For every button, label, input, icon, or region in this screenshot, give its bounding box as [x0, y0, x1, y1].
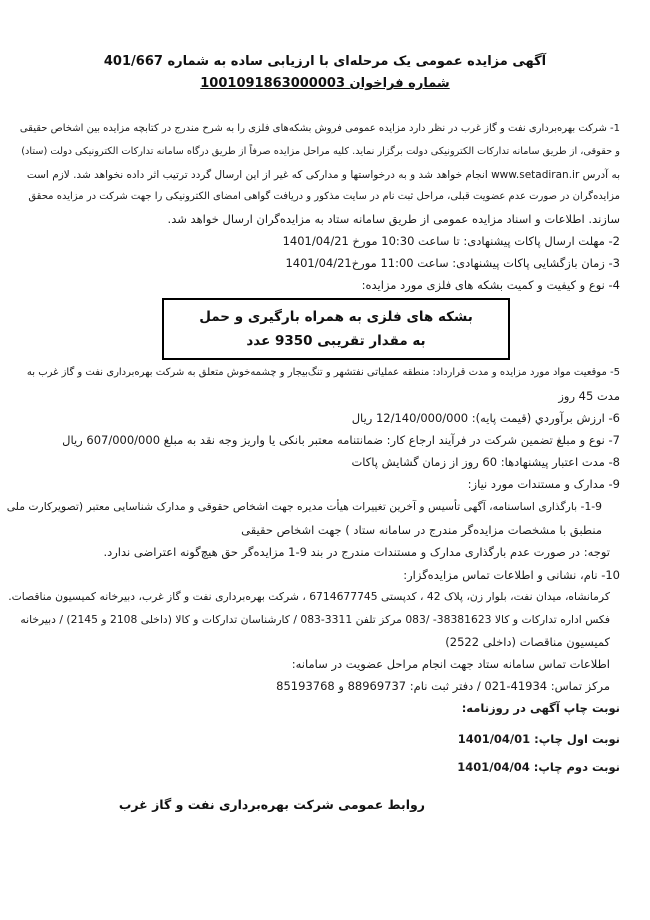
first-print-date: نوبت اول چاپ: 1401/04/01 [457, 732, 620, 746]
box-line-1: بشکه های فلزی به همراه بارگیری و حمل [199, 309, 473, 325]
item-9-1-line-1: 1-9- بارگذاری اساسنامه، آگهی تأسیس و آخرین تغییرات هیأت مدیره جهت اشخاص حقوقی و مدارک شناسایی معتبر (تصویرکارت ملی [6, 500, 602, 513]
second-print-date: نوبت دوم چاپ: 1401/04/04 [457, 760, 620, 774]
setad-contact-label: اطلاعات تماس سامانه ستاد جهت انجام مراحل عضویت در سامانه: [291, 657, 610, 671]
item-4-type-quality: 4- نوع و کیفیت و کمیت بشکه های فلزی مورد مزایده: [361, 278, 620, 292]
note: توجه: در صورت عدم بارگذاری مدارک و مستندات مندرج در بند 9-1 مزایده‌گر حق هیچ‌گونه اعتراضی ندارد. [103, 545, 610, 559]
address-line-1: کرمانشاه، میدان نفت، بلوار زن، پلاک 42 ، کدپستی 6714677745 ، شرکت بهره‌برداری نفت و گاز غرب، دبیرخانه کمیسیون مناقصات. [8, 590, 610, 603]
item-10-contact: 10- نام، نشانی و اطلاعات تماس مزایده‌گزار: [403, 568, 620, 582]
item-description-box [162, 298, 510, 360]
paragraph-1-line-2: و حقوقی، از طریق سامانه تدارکات الکترونیکی دولت برگزار نماید. کلیه مراحل مزایده صرفاً از طریق درگاه سامانه تدارکات الکترونیکی دولت (ستاد) [21, 146, 620, 157]
paragraph-1-line-5: سازند. اطلاعات و اسناد مزایده عمومی از طریق سامانه ستاد به مزایده‌گران ارسال خواهد شد. [167, 212, 620, 226]
item-2-submission-deadline: 2- مهلت ارسال پاکات پیشنهادی: تا ساعت 10:30 مورخ 1401/04/21 [282, 234, 620, 248]
item-9-1-line-2: منطبق با مشخصات مزایده‌گر مندرج در سامانه ستاد ) جهت اشخاص حقیقی [241, 523, 602, 537]
box-line-2: به مقدار تقریبی 9350 عدد [246, 333, 426, 349]
item-6-base-price: 6- ارزش برآوردي (قیمت پایه): 12/140/000/000 ریال [351, 411, 620, 425]
call-number: شماره فراخوان 1001091863000003 [200, 76, 450, 91]
setad-contact-numbers: مرکز تماس: 41934-021 / دفتر ثبت نام: 88969737 و 85193768 [276, 679, 610, 693]
paragraph-1-line-4: مزایده‌گران در صورت عدم عضویت قبلی، مراحل ثبت نام در سایت مذکور و دریافت گواهی امضای الکترونیکی را جهت شرکت در مزایده محقق [28, 191, 620, 202]
notice-title: آگهی مزایده عمومی یک مرحله‌ای با ارزیابی ساده به شماره 401/667 [103, 54, 547, 69]
print-schedule-heading: نوبت چاپ آگهی در روزنامه: [461, 701, 620, 715]
item-9-documents: 9- مدارک و مستندات مورد نیاز: [467, 477, 620, 491]
item-5-line-1: 5- موقعیت مواد مورد مزایده و مدت قرارداد: منطقه عملیاتی نفتشهر و تنگ‌بیجار و چشمه‌خوش متعلق به شرکت بهره‌برداری نفت و گاز غرب به [26, 367, 620, 378]
address-line-3: کمیسیون مناقصات (داخلی 2522) [445, 635, 610, 649]
footer-signature: روابط عمومی شرکت بهره‌برداری نفت و گاز غرب [118, 797, 425, 812]
paragraph-1-line-1: 1- شرکت بهره‌برداری نفت و گاز غرب در نظر دارد مزایده عمومی فروش بشکه‌های فلزی را به شرح مندرج در کتابچه مزایده بین اشخاص حقیقی [19, 123, 620, 134]
item-3-opening-time: 3- زمان بازگشایی پاکات پیشنهادی: ساعت 11:00 مورخ1401/04/21 [285, 256, 620, 270]
address-line-2: فکس اداره تدارکات و کالا 38381623- /083 مرکز تلفن 3311-083 / کارشناسان تدارکات و کالا (داخلی 2108 و 2145) / دبیرخانه [20, 613, 610, 626]
item-5-line-2: مدت 45 روز [558, 389, 620, 403]
paragraph-1-line-3: به آدرس www.setadiran.ir انجام خواهد شد و به درخواستها و مدارکی که غیر از این ارسال گردد ترتیب اثر داده نخواهد شد. لازم است [26, 169, 620, 181]
item-8-validity: 8- مدت اعتبار پیشنهادها: 60 روز از زمان گشایش پاکات [351, 455, 620, 469]
item-7-guarantee: 7- نوع و مبلغ تضمین شرکت در فرآیند ارجاع کار: ضمانتنامه معتبر بانکی یا واریز وجه نقد به مبلغ 607/000/000 ریال [62, 433, 620, 447]
